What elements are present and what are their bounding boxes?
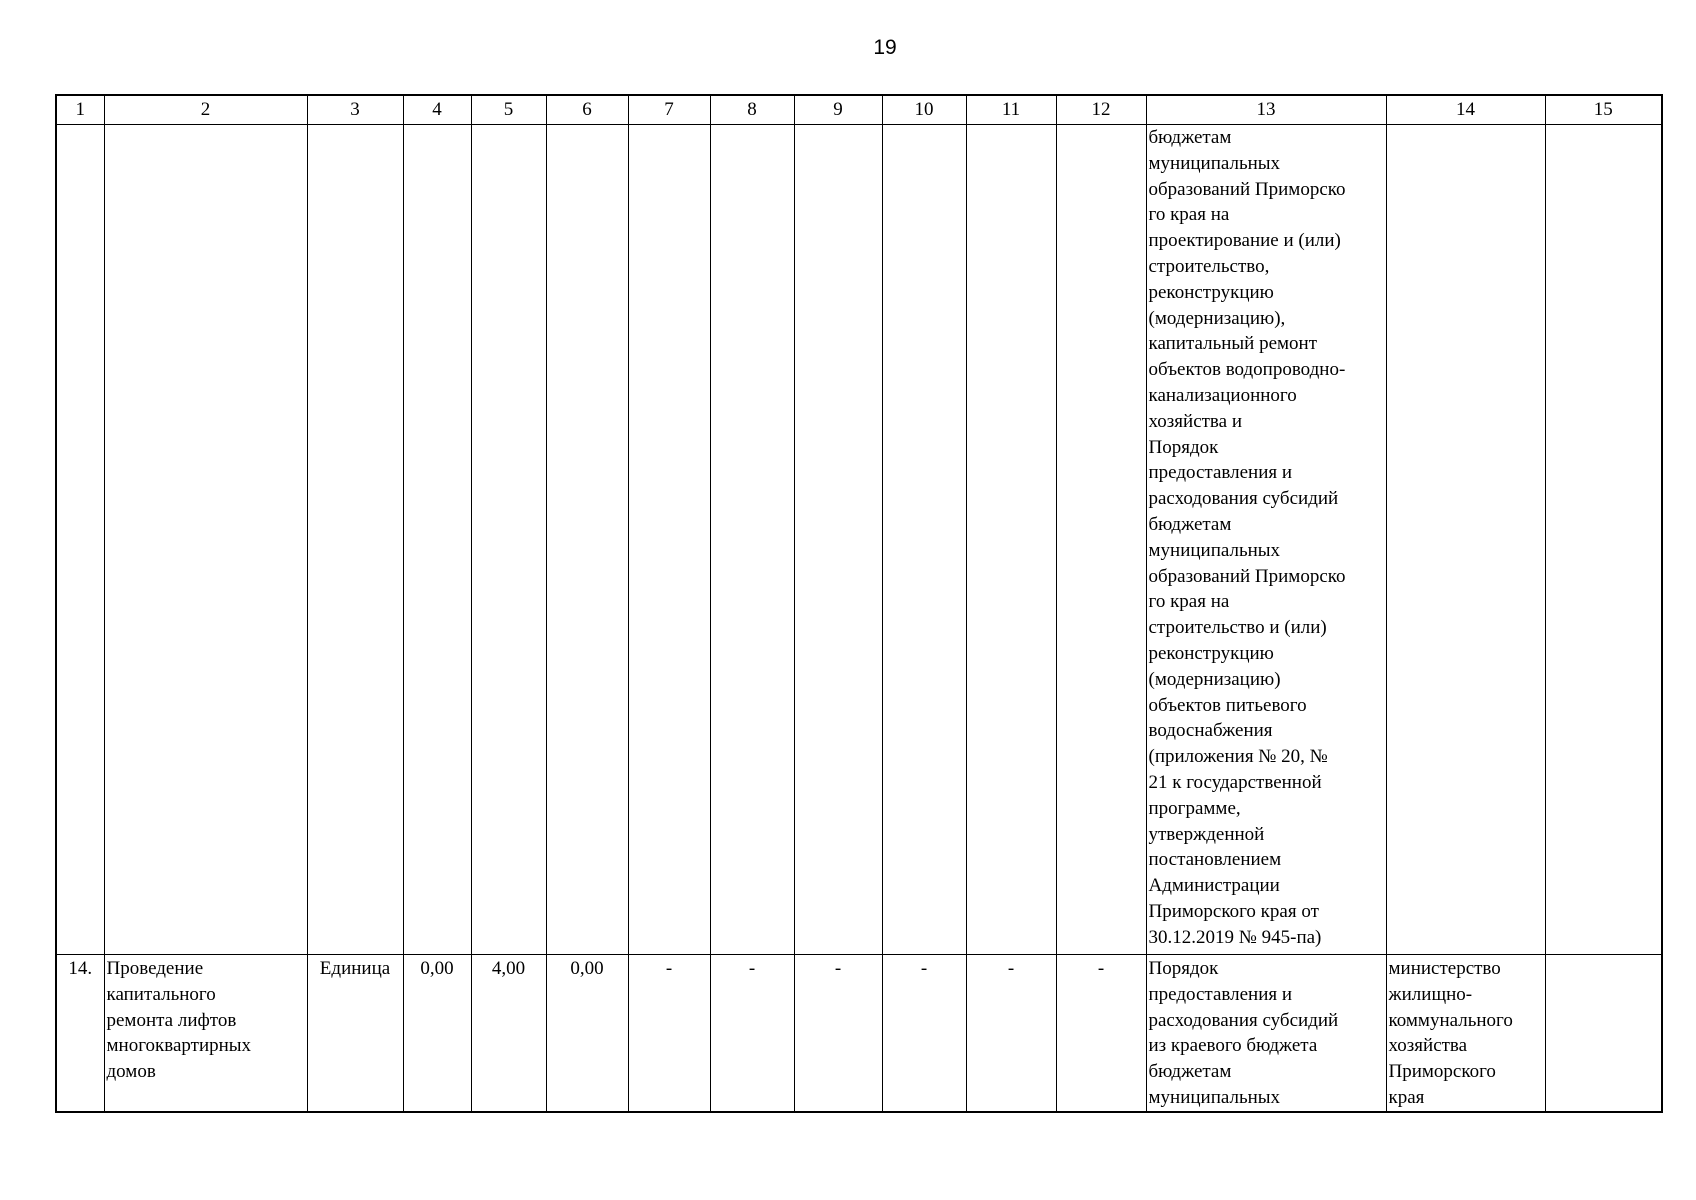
cell	[1386, 125, 1545, 955]
header-col-4: 4	[403, 95, 471, 125]
cell	[471, 125, 546, 955]
value-col-9: -	[794, 955, 882, 1112]
value-col-5: 4,00	[471, 955, 546, 1112]
cell	[710, 125, 794, 955]
cell	[307, 125, 403, 955]
cell	[104, 125, 307, 955]
header-col-11: 11	[966, 95, 1056, 125]
indicator-name: Проведение капитального ремонта лифтов многоквартирных домов	[104, 955, 307, 1112]
cell	[546, 125, 628, 955]
legal-basis-continuation: бюджетам муниципальных образований Приморско го края на проектирование и (или) строительство, реконструкцию (модернизацию), капитальный ремонт объектов водопроводно- канализационного хозяйства и Порядок предоставления и расходования субсидий бюджетам муниципальных образований Приморско го края на строительство и (или) реконструкцию (модернизацию) объектов питьевого водоснабжения (приложения № 20, № 21 к государственной программе, утвержденной постановлением Администрации Приморского края от 30.12.2019 № 945-па)	[1146, 125, 1386, 955]
value-col-6: 0,00	[546, 955, 628, 1112]
header-col-12: 12	[1056, 95, 1146, 125]
cell	[882, 125, 966, 955]
header-col-10: 10	[882, 95, 966, 125]
page-number: 19	[873, 36, 897, 59]
value-col-7: -	[628, 955, 710, 1112]
header-col-5: 5	[471, 95, 546, 125]
value-col-4: 0,00	[403, 955, 471, 1112]
unit-of-measure: Единица	[307, 955, 403, 1112]
table-row-14	[56, 955, 1662, 1112]
header-col-6: 6	[546, 95, 628, 125]
legal-basis: Порядок предоставления и расходования субсидий из краевого бюджета бюджетам муниципальных	[1146, 955, 1386, 1112]
value-col-12: -	[1056, 955, 1146, 1112]
header-col-8: 8	[710, 95, 794, 125]
value-col-8: -	[710, 955, 794, 1112]
value-col-10: -	[882, 955, 966, 1112]
cell	[628, 125, 710, 955]
cell	[1545, 125, 1662, 955]
cell	[56, 125, 104, 955]
row-number: 14.	[56, 955, 104, 1112]
header-col-3: 3	[307, 95, 403, 125]
value-col-11: -	[966, 955, 1056, 1112]
header-col-14: 14	[1386, 95, 1545, 125]
cell	[403, 125, 471, 955]
cell	[794, 125, 882, 955]
header-col-2: 2	[104, 95, 307, 125]
cell-col-15	[1545, 955, 1662, 1112]
header-col-9: 9	[794, 95, 882, 125]
table-row-continuation	[56, 125, 1662, 955]
header-row	[56, 95, 1662, 125]
header-col-1: 1	[56, 95, 104, 125]
header-col-15: 15	[1545, 95, 1662, 125]
cell	[1056, 125, 1146, 955]
cell	[966, 125, 1056, 955]
data-table	[55, 94, 1663, 1113]
responsible-body: министерство жилищно- коммунального хозяйства Приморского края	[1386, 955, 1545, 1112]
header-col-7: 7	[628, 95, 710, 125]
header-col-13: 13	[1146, 95, 1386, 125]
